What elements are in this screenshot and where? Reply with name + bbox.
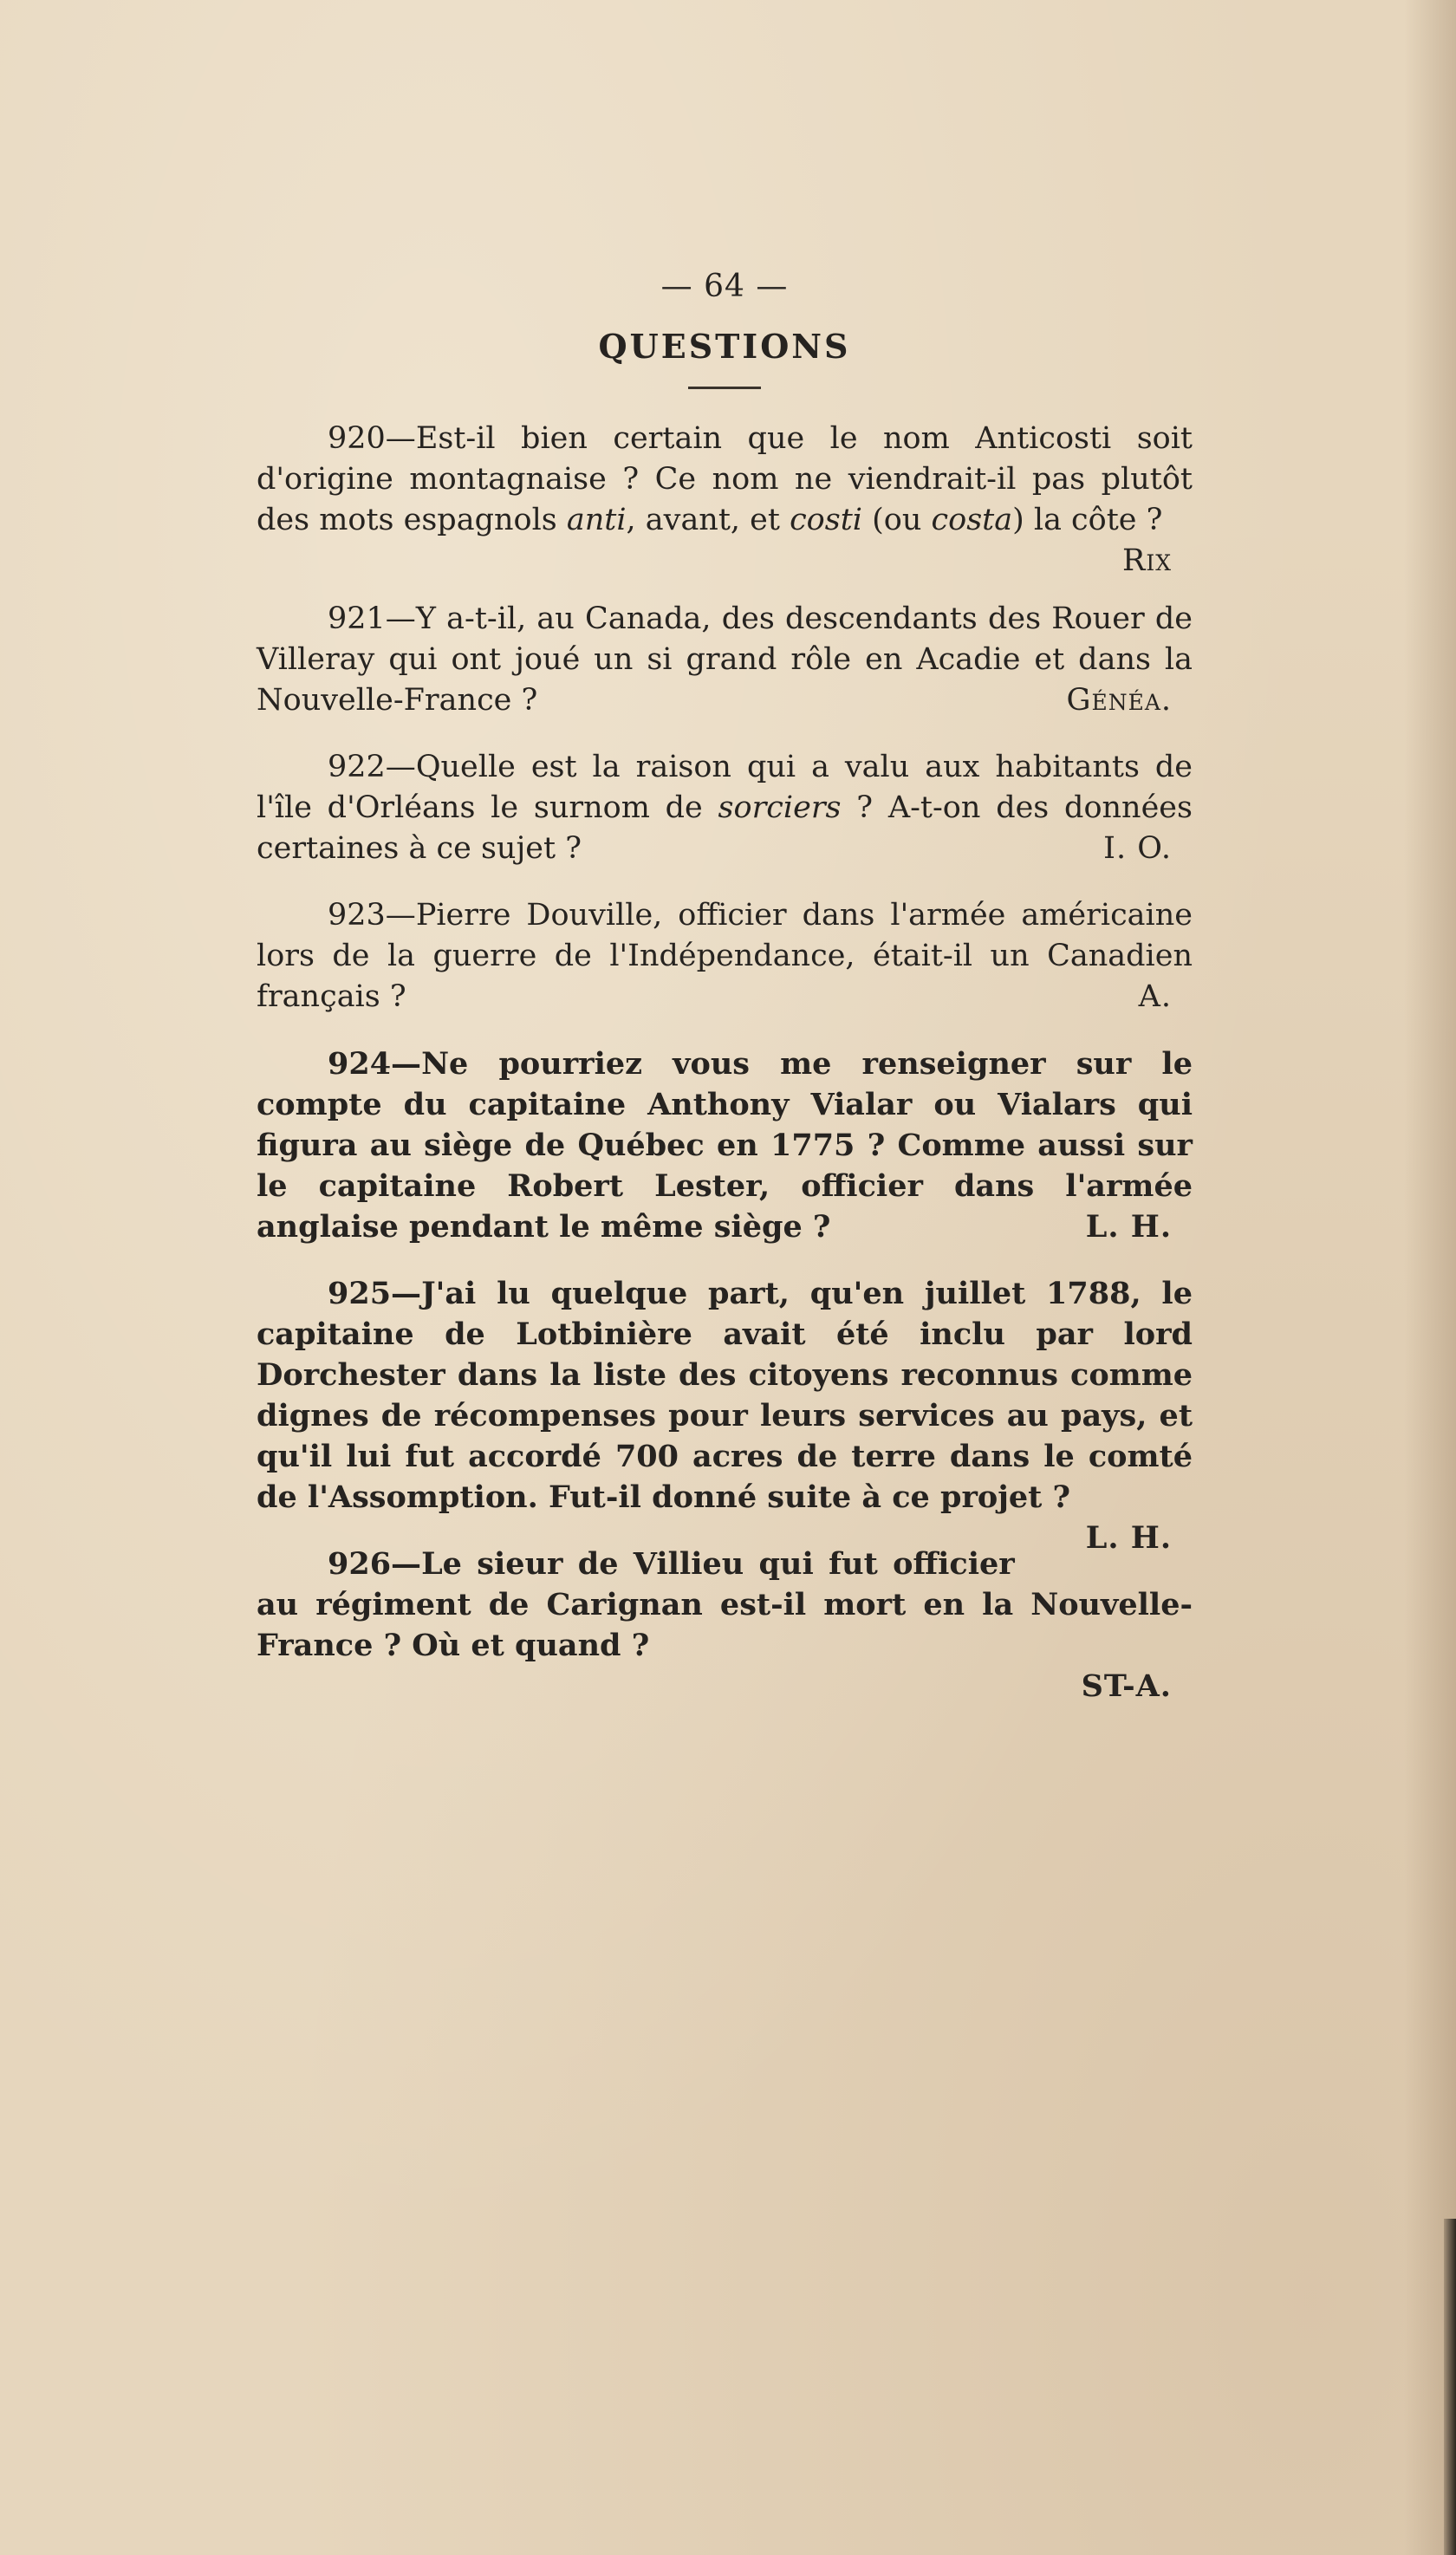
question-signature: ST-A. <box>1081 1668 1172 1704</box>
question-926 <box>257 1544 1193 1707</box>
question-number: 925— <box>328 1276 422 1311</box>
question-text: J'ai lu quelque part, qu'en juillet 1788, le capitaine de Lotbinière avait été inclu par lord Dorchester dans la liste des citoyens reconnus comme dignes de récompenses pour leurs services au pays, et qu'il lui fut accordé 700 acres de terre dans le comté de l'Assomption. Fut-il donné suite à ce projet ? <box>257 1276 1193 1515</box>
question-text: , avant, et <box>626 503 790 537</box>
question-text: ) la côte ? <box>1012 503 1163 537</box>
question-number: 922— <box>328 750 416 784</box>
question-923 <box>257 895 1193 1017</box>
question-920 <box>257 419 1193 582</box>
question-text: ? A-t-on des données certaines à ce sujet ? <box>257 790 1193 866</box>
question-text-italic: costi <box>790 503 862 537</box>
page-number: — 64 — <box>660 269 789 304</box>
question-number: 923— <box>328 898 416 933</box>
question-924 <box>257 1043 1193 1247</box>
question-text: Y a-t-il, au Canada, des descendants des Rouer de Villeray qui ont joué un si grand rôle en Acadie et dans la Nouvelle-France ? <box>257 601 1193 718</box>
question-925 <box>257 1273 1193 1556</box>
question-921 <box>257 599 1193 721</box>
question-text: Est-il bien certain que le nom Anticosti soit d'origine montagnaise ? Ce nom ne viendrait-il pas plutôt des mots espagnols <box>257 421 1193 537</box>
page-edge-shadow <box>1404 0 1456 2555</box>
question-number: 920— <box>328 421 416 456</box>
question-text-italic: anti <box>566 503 627 537</box>
question-signature: I. O. <box>1103 831 1172 866</box>
question-number: 926— <box>328 1546 422 1582</box>
question-signature: Généa. <box>1066 683 1172 718</box>
question-signature: Rix <box>1121 543 1172 578</box>
text-column <box>257 269 1193 1724</box>
question-text-italic: sorciers <box>718 790 842 825</box>
question-text: Pierre Douville, officier dans l'armée américaine lors de la guerre de l'Indépendance, était-il un Canadien français ? <box>257 898 1193 1014</box>
question-number: 924— <box>328 1046 422 1082</box>
question-text: (ou <box>861 503 932 537</box>
page-edge-binding <box>1444 2219 1456 2555</box>
title-divider <box>688 387 761 389</box>
question-number: 921— <box>328 601 416 636</box>
question-text-italic: costa <box>931 503 1013 537</box>
question-signature: L. H. <box>1085 1520 1172 1556</box>
question-signature: L. H. <box>1085 1209 1172 1245</box>
section-title: QUESTIONS <box>598 327 851 366</box>
question-text: Quelle est la raison qui a valu aux habitants de l'île d'Orléans le surnom de <box>257 750 1193 825</box>
question-text: Ne pourriez vous me renseigner sur le compte du capitaine Anthony Vialar ou Vialars qui figura au siège de Québec en 1775 ? Comme aussi sur le capitaine Robert Lester, officier dans l'armée anglaise pendant le même siège ? <box>257 1046 1193 1245</box>
question-922 <box>257 747 1193 869</box>
question-text: Le sieur de Villieu qui fut officier au régiment de Carignan est-il mort en la Nouvelle-France ? Où et quand ? <box>257 1546 1193 1663</box>
question-signature: A. <box>1138 979 1172 1014</box>
